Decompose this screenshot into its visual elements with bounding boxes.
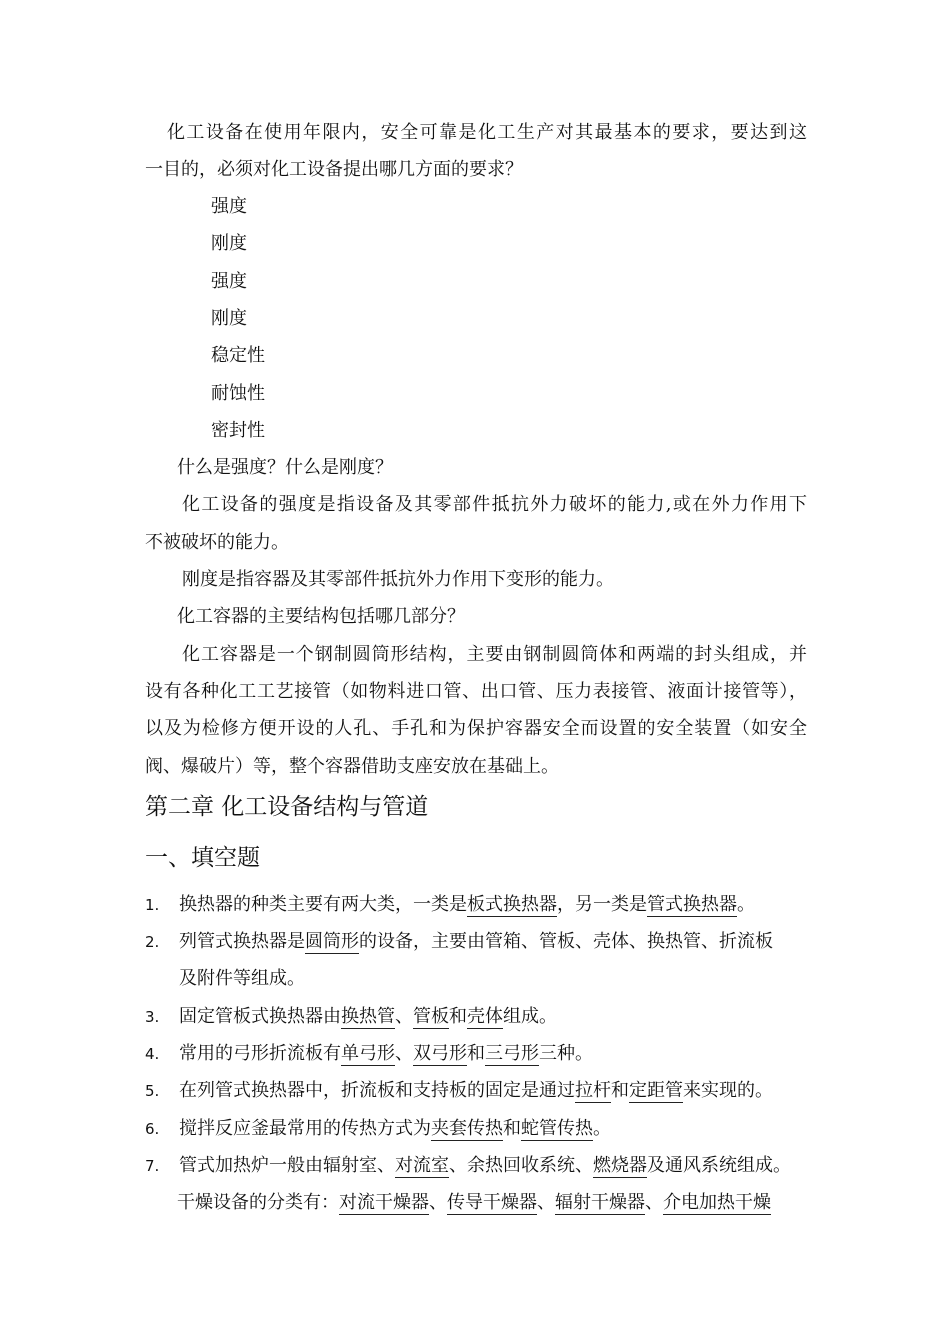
answer-blank: 拉杆 bbox=[575, 1080, 611, 1101]
list-item bbox=[145, 930, 773, 954]
question-3: 化工容器的主要结构包括哪几部分？ bbox=[177, 606, 465, 627]
item-text: 及通风系统组成。 bbox=[647, 1155, 791, 1176]
requirement-item: 强度 bbox=[211, 196, 247, 217]
requirement-item: 刚度 bbox=[211, 308, 247, 329]
answer-3-line-1: 化工容器是一个钢制圆筒形结构，主要由钢制圆筒体和两端的封头组成，并 bbox=[182, 644, 807, 665]
answer-blank: 板式换热器 bbox=[467, 894, 557, 915]
item-text: 、 bbox=[645, 1192, 663, 1213]
answer-blank: 管式换热器 bbox=[647, 894, 737, 915]
item-continuation: 及附件等组成。 bbox=[179, 968, 305, 989]
item-text: 、 bbox=[395, 1043, 413, 1064]
item-text: 和 bbox=[503, 1118, 521, 1139]
item-number: 6. bbox=[145, 1120, 160, 1138]
list-item bbox=[145, 1005, 557, 1029]
item-text: 和 bbox=[611, 1080, 629, 1101]
item-number: 4. bbox=[145, 1045, 160, 1063]
item-text: 、 bbox=[429, 1192, 447, 1213]
list-item bbox=[145, 1079, 773, 1103]
answer-blank: 壳体 bbox=[467, 1006, 503, 1027]
item-number: 3. bbox=[145, 1008, 160, 1026]
item-text: 管式加热炉一般由辐射室、 bbox=[179, 1155, 395, 1176]
item-number: 2. bbox=[145, 933, 160, 951]
item-text: 在列管式换热器中，折流板和支持板的固定是通过 bbox=[179, 1080, 575, 1101]
item-text: ，另一类是 bbox=[557, 894, 647, 915]
answer-blank: 对流干燥器 bbox=[339, 1192, 429, 1213]
item-text: 、余热回收系统、 bbox=[449, 1155, 593, 1176]
answer-blank: 夹套传热 bbox=[431, 1118, 503, 1139]
item-number: 1. bbox=[145, 896, 160, 914]
list-item bbox=[145, 1117, 611, 1141]
item-text: 干燥设备的分类有： bbox=[177, 1192, 339, 1213]
answer-2-line-2: 不被破坏的能力。 bbox=[145, 532, 289, 553]
answer-blank: 介电加热干燥 bbox=[663, 1192, 771, 1213]
question-1-line-2: 一目的，必须对化工设备提出哪几方面的要求？ bbox=[145, 159, 523, 180]
answer-3-line-4: 阀、爆破片）等，整个容器借助支座安放在基础上。 bbox=[145, 756, 559, 777]
answer-3-line-3: 以及为检修方便开设的人孔、手孔和为保护容器安全而设置的安全装置（如安全 bbox=[145, 718, 807, 739]
item-text: 、 bbox=[537, 1192, 555, 1213]
answer-blank: 单弓形 bbox=[341, 1043, 395, 1064]
item-text: 列管式换热器是 bbox=[179, 931, 305, 952]
list-item bbox=[145, 1154, 791, 1178]
answer-blank: 对流室 bbox=[395, 1155, 449, 1176]
item-text: 搅拌反应釜最常用的传热方式为 bbox=[179, 1118, 431, 1139]
item-text: 。 bbox=[593, 1118, 611, 1139]
answer-blank: 传导干燥器 bbox=[447, 1192, 537, 1213]
requirement-item: 耐蚀性 bbox=[211, 383, 265, 404]
item-number: 7. bbox=[145, 1157, 160, 1175]
list-item bbox=[145, 893, 755, 917]
requirement-item: 刚度 bbox=[211, 233, 247, 254]
item-text: 换热器的种类主要有两大类，一类是 bbox=[179, 894, 467, 915]
answer-blank: 圆筒形 bbox=[305, 931, 359, 952]
item-text: 常用的弓形折流板有 bbox=[179, 1043, 341, 1064]
question-1-line-1: 化工设备在使用年限内，安全可靠是化工生产对其最基本的要求，要达到这 bbox=[167, 122, 807, 143]
item-text: 固定管板式换热器由 bbox=[179, 1006, 341, 1027]
answer-blank: 换热管 bbox=[341, 1006, 395, 1027]
answer-blank: 辐射干燥器 bbox=[555, 1192, 645, 1213]
answer-2b: 刚度是指容器及其零部件抵抗外力作用下变形的能力。 bbox=[182, 569, 614, 590]
answer-blank: 蛇管传热 bbox=[521, 1118, 593, 1139]
answer-blank: 燃烧器 bbox=[593, 1155, 647, 1176]
item-text: 组成。 bbox=[503, 1006, 557, 1027]
dryer-line bbox=[177, 1191, 771, 1215]
chapter-title: 第二章 化工设备结构与管道 bbox=[145, 794, 429, 820]
answer-blank: 双弓形 bbox=[413, 1043, 467, 1064]
question-2: 什么是强度？什么是刚度？ bbox=[177, 457, 393, 478]
item-text: 。 bbox=[737, 894, 755, 915]
item-text: 来实现的。 bbox=[683, 1080, 773, 1101]
answer-2-line-1: 化工设备的强度是指设备及其零部件抵抗外力破坏的能力,或在外力作用下 bbox=[182, 494, 807, 515]
answer-blank: 管板 bbox=[413, 1006, 449, 1027]
answer-blank: 定距管 bbox=[629, 1080, 683, 1101]
list-item bbox=[145, 1042, 593, 1066]
item-text: 的设备，主要由管箱、管板、壳体、换热管、折流板 bbox=[359, 931, 773, 952]
answer-3-line-2: 设有各种化工工艺接管（如物料进口管、出口管、压力表接管、液面计接管等）， bbox=[145, 681, 807, 702]
section-title: 一、填空题 bbox=[145, 845, 260, 871]
item-text: 三种。 bbox=[539, 1043, 593, 1064]
item-number: 5. bbox=[145, 1082, 160, 1100]
item-text: 和 bbox=[467, 1043, 485, 1064]
item-text: 、 bbox=[395, 1006, 413, 1027]
item-text: 和 bbox=[449, 1006, 467, 1027]
requirement-item: 强度 bbox=[211, 271, 247, 292]
answer-blank: 三弓形 bbox=[485, 1043, 539, 1064]
requirement-item: 密封性 bbox=[211, 420, 265, 441]
requirement-item: 稳定性 bbox=[211, 345, 265, 366]
